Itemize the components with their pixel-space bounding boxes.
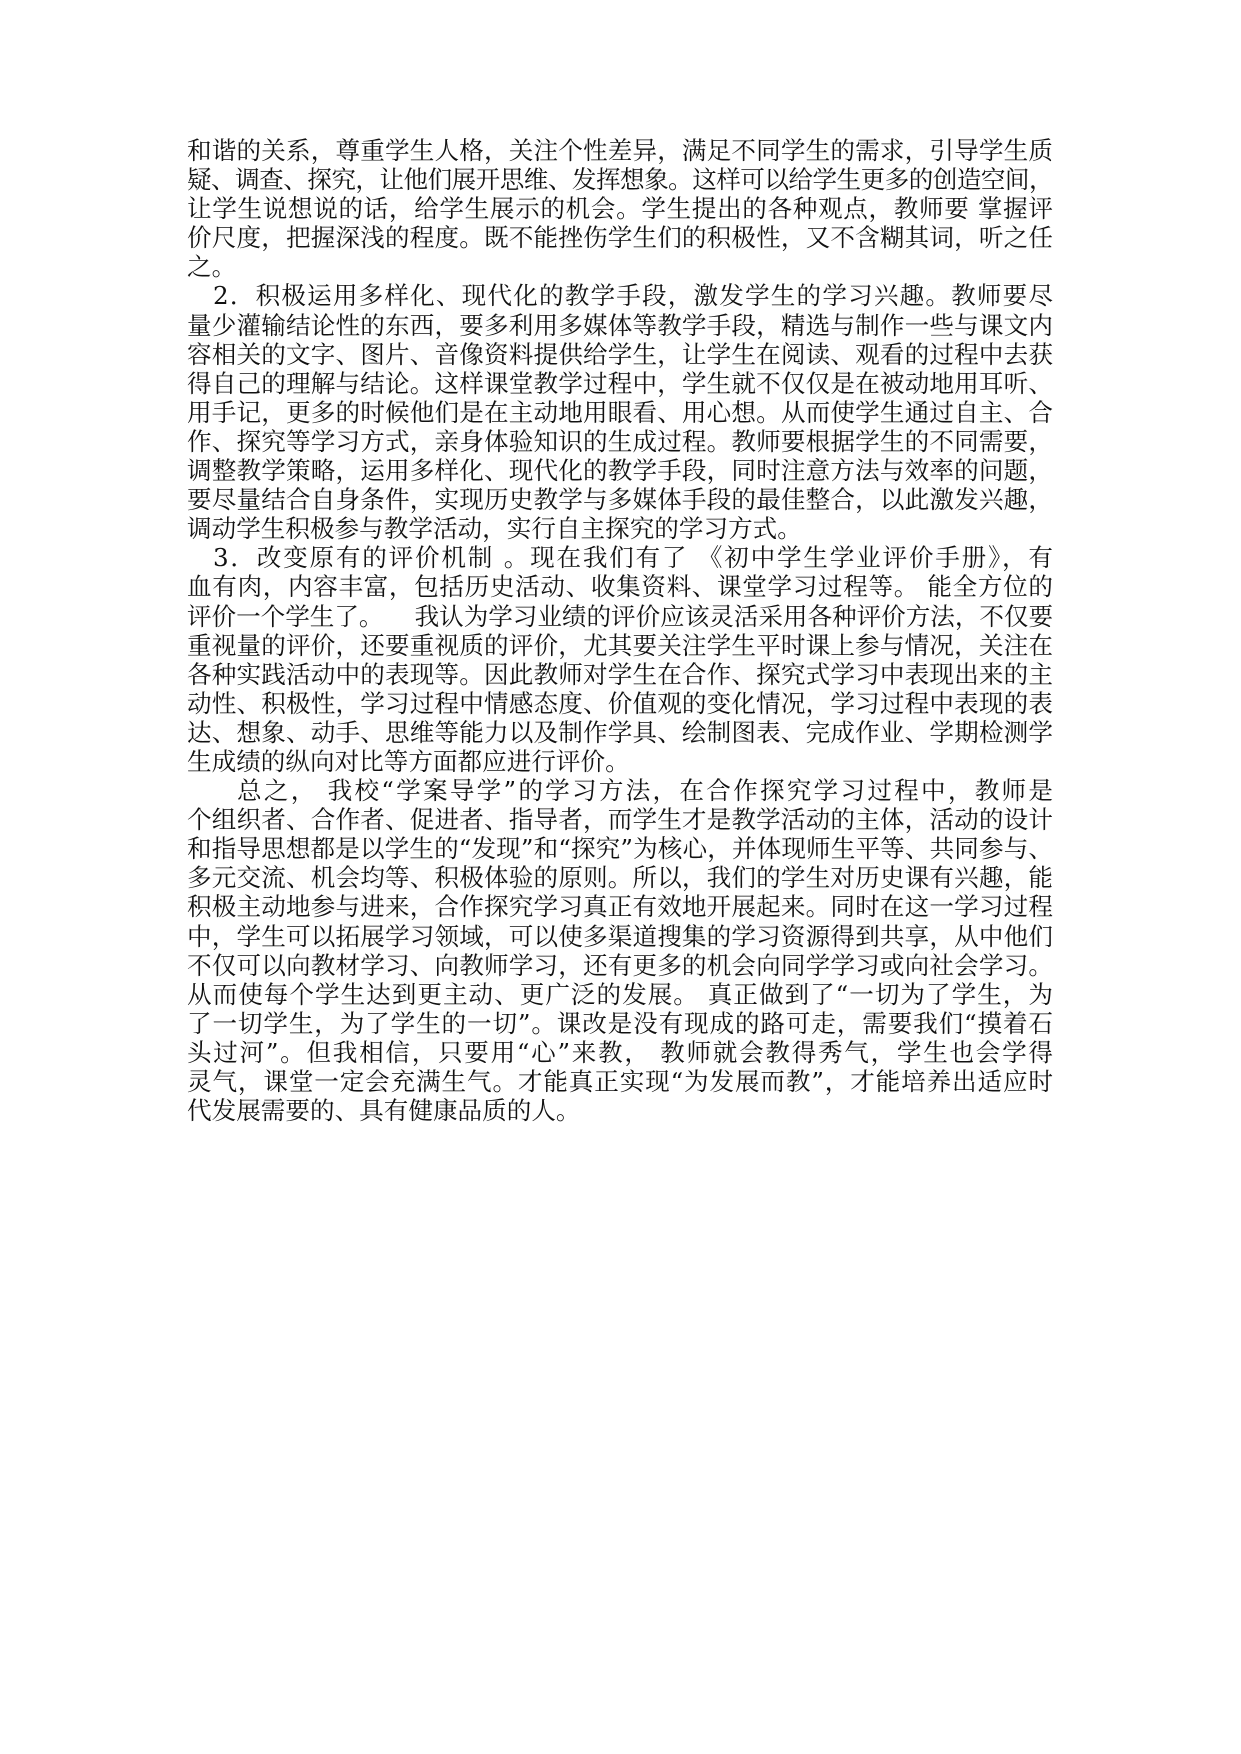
paragraph-conclusion xyxy=(187,776,1053,1125)
paragraph-line: 让学生说想说的话，给学生展示的机会。学生提出的各种观点，教师要 掌握评 xyxy=(187,194,1053,224)
document-body xyxy=(187,136,1053,1125)
paragraph-line: 动性、积极性，学习过程中情感态度、价值观的变化情况，学习过程中表现的表 xyxy=(187,688,1053,718)
paragraph-line: 调动学生积极参与教学活动，实行自主探究的学习方式。 xyxy=(187,514,802,544)
paragraph-line: 多元交流、机会均等、积极体验的原则。所以，我们的学生对历史课有兴趣，能 xyxy=(187,863,1053,893)
paragraph-line: 代发展需要的、具有健康品质的人。 xyxy=(187,1096,581,1126)
paragraph-line: 作、探究等学习方式，亲身体验知识的生成过程。教师要根据学生的不同需要， xyxy=(187,426,1053,456)
paragraph-line: 得自己的理解与结论。这样课堂教学过程中，学生就不仅仅是在被动地用耳听、 xyxy=(187,368,1053,398)
paragraph-line: 了一切学生，为了学生的一切”。课改是没有现成的路可走，需要我们“摸着石 xyxy=(187,1008,1053,1038)
paragraph-line: 疑、调查、探究，让他们展开思维、发挥想象。这样可以给学生更多的创造空间， xyxy=(187,165,1053,195)
paragraph-line: 生成绩的纵向对比等方面都应进行评价。 xyxy=(187,746,630,776)
paragraph-line: 2．积极运用多样化、现代化的教学手段，激发学生的学习兴趣。教师要尽 xyxy=(213,281,1053,311)
paragraph-line: 各种实践活动中的表现等。因此教师对学生在合作、探究式学习中表现出来的主 xyxy=(187,659,1053,689)
paragraph-line: 灵气，课堂一定会充满生气。才能真正实现“为发展而教”，才能培养出适应时 xyxy=(187,1067,1053,1096)
paragraph-line: 量少灌输结论性的东西，要多利用多媒体等教学手段，精选与制作一些与课文内 xyxy=(187,310,1053,340)
paragraph-line: 中，学生可以拓展学习领域，可以使多渠道搜集的学习资源得到共享，从中他们 xyxy=(187,921,1053,951)
paragraph-line: 评价一个学生了。 我认为学习业绩的评价应该灵活采用各种评价方法，不仅要 xyxy=(187,601,1053,631)
paragraph-point-2 xyxy=(187,281,1053,543)
paragraph-line: 用手记，更多的时候他们是在主动地用眼看、用心想。从而使学生通过自主、合 xyxy=(187,397,1053,427)
paragraph-line: 头过河”。但我相信，只要用“心”来教， 教师就会教得秀气，学生也会学得 xyxy=(187,1037,1053,1067)
paragraph-line: 和谐的关系，尊重学生人格，关注个性差异，满足不同学生的需求，引导学生质 xyxy=(187,136,1053,165)
paragraph-line: 不仅可以向教材学习、向教师学习，还有更多的机会向同学学习或向社会学习。 xyxy=(187,950,1053,980)
paragraph-line: 和指导思想都是以学生的“发现”和“探究”为核心，并体现师生平等、共同参与、 xyxy=(187,834,1053,864)
paragraph-intro-continuation xyxy=(187,136,1053,281)
paragraph-line: 血有肉，内容丰富，包括历史活动、收集资料、课堂学习过程等。 能全方位的 xyxy=(187,572,1053,602)
paragraph-line: 重视量的评价，还要重视质的评价，尤其要关注学生平时课上参与情况，关注在 xyxy=(187,630,1053,660)
paragraph-line: 之。 xyxy=(187,252,237,282)
paragraph-line: 价尺度，把握深浅的程度。既不能挫伤学生们的积极性，又不含糊其词，听之任 xyxy=(187,223,1053,253)
paragraph-line: 积极主动地参与进来，合作探究学习真正有效地开展起来。同时在这一学习过程 xyxy=(187,892,1053,922)
paragraph-line: 调整教学策略，运用多样化、现代化的教学手段，同时注意方法与效率的问题， xyxy=(187,456,1053,486)
paragraph-line: 达、想象、动手、思维等能力以及制作学具、绘制图表、完成作业、学期检测学 xyxy=(187,717,1053,747)
paragraph-line: 容相关的文字、图片、音像资料提供给学生，让学生在阅读、观看的过程中去获 xyxy=(187,339,1053,369)
paragraph-line: 总之， 我校“学案导学”的学习方法，在合作探究学习过程中，教师是 xyxy=(237,776,1053,806)
paragraph-line: 个组织者、合作者、促进者、指导者，而学生才是教学活动的主体，活动的设计 xyxy=(187,805,1053,835)
paragraph-line: 从而使每个学生达到更主动、更广泛的发展。 真正做到了“一切为了学生，为 xyxy=(187,979,1053,1009)
paragraph-point-3 xyxy=(187,543,1053,776)
paragraph-line: 3．改变原有的评价机制 。现在我们有了 《初中学生学业评价手册》，有 xyxy=(213,543,1053,573)
paragraph-line: 要尽量结合自身条件，实现历史教学与多媒体手段的最佳整合，以此激发兴趣， xyxy=(187,485,1053,515)
